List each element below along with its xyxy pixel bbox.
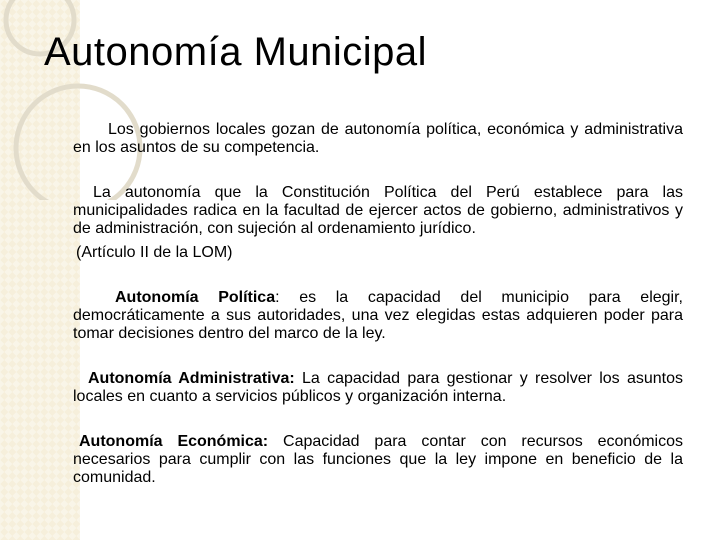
paragraph-autonomia-administrativa [73,370,683,406]
paragraph-2-reference: (Artículo II de la LOM) [76,244,233,261]
autonomia-politica-label: Autonomía Política [115,289,276,306]
paragraph-autonomia-economica [73,433,683,487]
slide-title: Autonomía Municipal [44,30,428,74]
autonomia-economica-text: Capacidad para contar con recursos económicos necesarios para cumplir con las funciones que la ley impone en beneficio de la comunidad. [73,433,684,486]
autonomia-politica-text: : es la capacidad del municipio para elegir, democráticamente a sus autoridades, una vez elegidas estas adquieren poder para tomar decisiones dentro del marco de la ley. [73,289,684,342]
autonomia-economica-label: Autonomía Económica: [79,433,269,450]
paragraph-2: La autonomía que la Constitución Política del Perú establece para las municipalidades radica en la facultad de ejercer actos de gobierno, administrativos y de administración, con sujeción al ordenamiento jurídico. [73,184,683,237]
paragraph-1: Los gobiernos locales gozan de autonomía política, económica y administrativa en los asuntos de su competencia. [73,121,683,156]
autonomia-administrativa-label: Autonomía Administrativa: [88,370,295,387]
paragraph-autonomia-politica [73,289,683,343]
autonomia-administrativa-text: La capacidad para gestionar y resolver los asuntos locales en cuanto a servicios públicos y organización interna. [73,370,684,405]
